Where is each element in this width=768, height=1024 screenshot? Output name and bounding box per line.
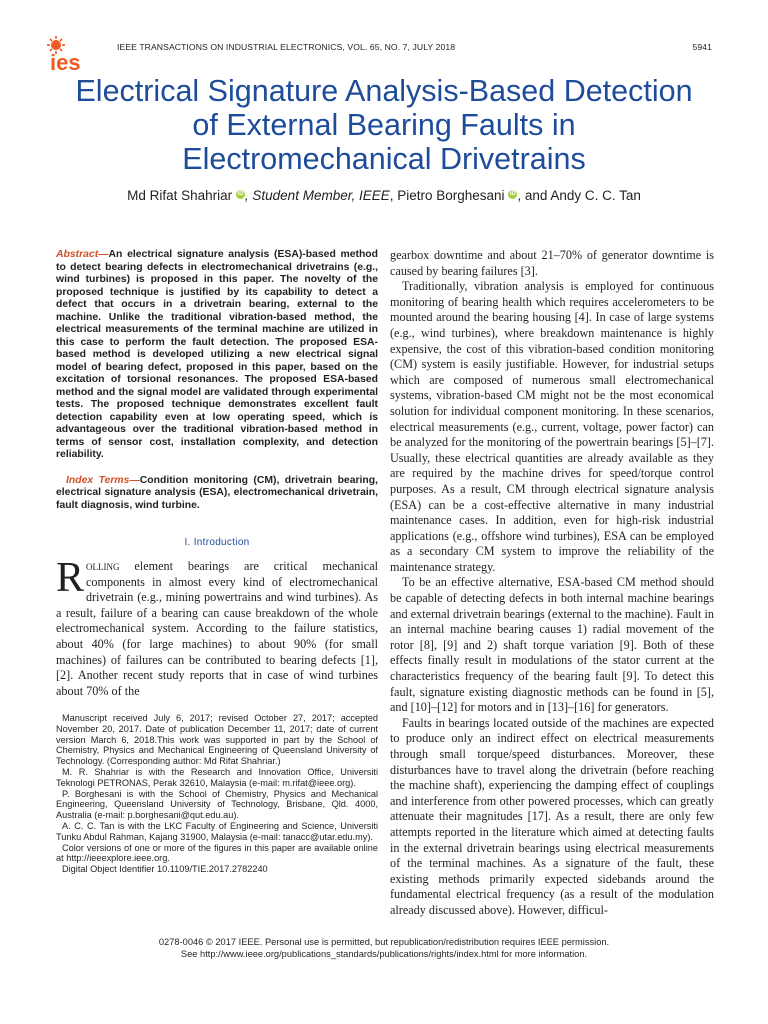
footnote-item: A. C. C. Tan is with the LKC Faculty of Engineering and Science, Universiti Tunku Abdul Rahman, Kajang 31900, Malaysia (e-mail: tanacc@utar.edu.my).	[56, 820, 378, 842]
footnote-item: M. R. Shahriar is with the Research and Innovation Office, Universiti Teknologi PETRONAS, Perak 32610, Malaysia (e-mail: m.rifat@ieee.org).	[56, 766, 378, 788]
footnote-item: Digital Object Identifier 10.1109/TIE.2017.2782240	[62, 864, 268, 875]
ies-logo	[46, 36, 104, 72]
intro-smallcaps: olling	[86, 559, 120, 573]
journal-header: IEEE TRANSACTIONS ON INDUSTRIAL ELECTRONICS, VOL. 65, NO. 7, JULY 2018	[117, 42, 456, 52]
author-name: , and Andy C. C. Tan	[517, 188, 641, 203]
body-paragraph: Faults in bearings located outside of the machines are expected to produce only an indirect effect on electrical measurements through small torque/speed disturbances. Moreover, these disturbances have to travel along the drivetrain (before reaching the machine shaft), experiencing the damping effect of couplings and interference from other powered processes, which can greatly attenuate their magnitudes [17]. As a result, there are only few attempts reported in the literature which aimed at detecting faults in the external drivetrain bearings using electrical measurements of the terminal machines. As a signature of the fault, these existing methods primarily expected sidebands around the fundamental electrical frequency (as a result of the modulation already discussed above). However, difficul-	[390, 715, 714, 917]
orcid-icon[interactable]: iD	[509, 190, 516, 197]
title-line: of External Bearing Faults in	[192, 108, 576, 142]
logo-text: ies	[50, 50, 81, 72]
author-list	[30, 188, 738, 203]
body-paragraph: To be an effective alternative, ESA-based CM method should be capable of detecting defects in both internal machine bearings and external drivetrain bearings (external to the machine). Fault in an internal machine bearing causes 1) radial movement of the rotor [8], [9] and 2) shaft torque variation [9]. Both of these effects finally result in modulations of the stator current at the characteristics frequency of the bearing fault [9]. To detect this fault, signature existing diagnostic methods can be found in [5], and [10]–[12] for motors and in [13]–[16] for generators.	[390, 575, 714, 715]
author-name: , Pietro Borghesani	[389, 188, 505, 203]
body-paragraph: gearbox downtime and about 21–70% of generator downtime is caused by bearing failures [3].	[390, 248, 714, 278]
intro-paragraph	[56, 555, 378, 699]
page-number: 5941	[692, 42, 712, 52]
author-membership: , Student Member, IEEE	[244, 188, 390, 203]
index-terms-text: Condition monitoring (CM), drivetrain bearing, electrical signature analysis (ESA), electromechanical drivetrain, fault diagnosis, wind turbine.	[56, 474, 378, 511]
copyright-line: See http://www.ieee.org/publications_standards/publications/rights/index.html for more information.	[180, 948, 588, 959]
footnotes	[56, 713, 378, 875]
author-name: Md Rifat Shahriar	[127, 188, 233, 203]
footnote-item: Color versions of one or more of the figures in this paper are available online at http://ieeexplore.ieee.org.	[56, 842, 378, 864]
orcid-icon[interactable]: iD	[237, 190, 244, 197]
abstract	[56, 249, 378, 512]
footnote-item: Manuscript received July 6, 2017; revised October 27, 2017; accepted November 20, 2017. Date of publication December 11, 2017; date of current version March 6, 2018.This work was supported in part by the School of Chemistry, Physics and Mechanical Engineering of Queensland University of Technology. (Corresponding author: Md Rifat Shahriar.)	[56, 713, 378, 767]
footnote-item: P. Borghesani is with the School of Chemistry, Physics and Mechanical Engineering, Queensland University of Technology, Brisbane, Qld. 4000, Australia (e-mail: p.borghesani@qut.edu.au).	[56, 788, 378, 821]
right-column	[390, 248, 714, 919]
copyright-notice	[30, 937, 738, 960]
intro-text: element bearings are critical mechanical components in almost every kind of electromechanical drivetrain (e.g., mining powertrains and wind turbines). As a result, failure of a bearing can cause breakdown of the whole electromechanical system. According to the failure statistics, about 40% (for large machines) to about 90% (for small machines) of failures can be contributed to bearing defects [1], [2]. Another recent study reports that in case of wind turbines about 70% of the	[56, 559, 378, 698]
drop-cap: R	[56, 555, 85, 601]
abstract-label: Abstract—	[56, 249, 109, 260]
index-terms-label: Index Terms—	[66, 474, 140, 486]
title-line: Electromechanical Drivetrains	[182, 142, 586, 176]
ies-logo-icon	[46, 36, 104, 72]
copyright-line: 0278-0046 © 2017 IEEE. Personal use is permitted, but republication/redistribution requires IEEE permission.	[158, 937, 610, 947]
body-paragraph: Traditionally, vibration analysis is employed for continuous monitoring of bearing health which requires accelerometers to be mounted around the bearing housing [4]. In case of large systems (e.g., wind turbines), where breakdown maintenance is highly expensive, the cost of this vibration-based condition monitoring (CM) system is easily justifiable. However, for industrial setups which are composed of numerous small electromechanical systems, vibration-based CM might not be the most economical solution for individual component monitoring. In these scenarios, electrical measurements (e.g., current, voltage, power factor) can be analyzed for the monitoring of the powertrain bearings [5]–[7]. Usually, these electrical quantities are already available as they are required by the machine drives for speed/torque control purposes. As a result, CM through electrical signature analysis (ESA) can be a cost-effective alternative in many industrial maintenance cases. In addition, even for high-risk industrial applications (e.g., offshore wind turbines), ESA can be employed as a secondary CM system to improve the reliability of the maintenance strategy.	[390, 279, 714, 574]
title-line: Electrical Signature Analysis-Based Detection	[75, 74, 693, 108]
section-heading: I. Introduction	[184, 537, 250, 548]
abstract-body	[56, 249, 378, 462]
abstract-text: An electrical signature analysis (ESA)-based method to detect bearing defects in electromechanical drivetrains (e.g., wind turbines) is proposed in this paper. The novelty of the proposed technique is justified by its capability to detect a defect that occurs in a drivetrain bearing, external to the machine. Unlike the traditional vibration-based method, the electrical measurements of the terminal machine are utilized in this case to perform the fault detection. The proposed ESA-based method is developed utilizing a new electrical signal model of bearing defect, proposed in this paper, based on the excitation of torsional resonances. The proposed ESA-based method and the signal model are validated through experimental tests. The proposed technique demonstrates excellent fault detection capability even at low operating speed, which is advantageous over the traditional vibration-based method in terms of sensor cost, installation complexity, and detection reliability.	[56, 249, 378, 460]
paper-title	[30, 74, 738, 176]
index-terms	[56, 475, 378, 513]
